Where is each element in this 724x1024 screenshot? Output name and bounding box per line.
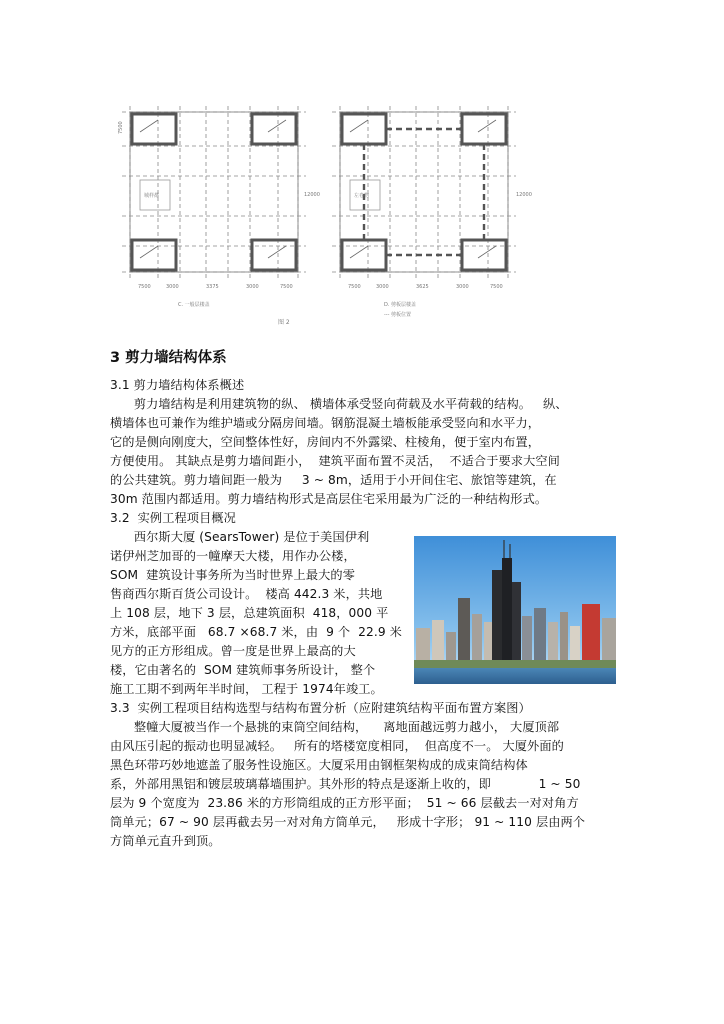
text-line: 楼，它由著名的 SOM 建筑师事务所设计， 整个 — [110, 663, 376, 677]
right-dim-0: 7500 — [348, 284, 361, 290]
left-dim-0: 7500 — [138, 284, 151, 290]
sears-tower-photo — [414, 536, 616, 684]
text-line: 上 108 层，地下 3 层，总建筑面积 418，000 平 — [110, 606, 389, 620]
text-line: 它的是侧向刚度大，空间整体性好，房间内不外露梁、柱棱角，便于室内布置， — [110, 435, 541, 449]
right-dim-1: 3000 — [376, 284, 389, 290]
text-line: 西尔斯大厦 (SearsTower) 是位于美国伊利 — [110, 530, 370, 544]
floor-plan-drawing — [118, 96, 538, 334]
text-line: 剪力墙结构是利用建筑物的纵、 横墙体承受竖向荷载及水平荷载的结构。 纵、 — [110, 397, 568, 411]
text-line: 方筒单元直升到顶。 — [110, 834, 221, 848]
text-line: 横墙体也可兼作为维护墙或分隔房间墙。钢筋混凝土墙板能承受竖向和水平力， — [110, 416, 541, 430]
right-side-dim-1: 12000 — [516, 192, 532, 198]
text-line: 售商西尔斯百货公司设计。 楼高 442.3 米，共地 — [110, 587, 383, 601]
right-caption: D. 剪板层楼盖 — [384, 302, 417, 308]
left-center-label: 城样都 — [144, 193, 160, 199]
figure-label: 图 2 — [278, 319, 290, 326]
text-line: 层为 9 个宽度为 23.86 米的方形筒组成的正方形平面； 51 ~ 66 层截去一对对角方 — [110, 796, 579, 810]
left-side-dim-0: 7500 — [118, 121, 124, 134]
text-line: 30m 范围内都适用。剪力墙结构形式是高层住宅采用最为广泛的一种结构形式。 — [110, 492, 548, 506]
left-dim-1: 3000 — [166, 284, 179, 290]
right-dim-3: 3000 — [456, 284, 469, 290]
left-caption: C. 一般层楼盖 — [178, 302, 210, 308]
text-line: 的公共建筑。剪力墙间距一般为 3 ~ 8m，适用于小开间住宅、旅馆等建筑，在 — [110, 473, 557, 487]
text-line: 筒单元；67 ~ 90 层再截去另一对对角方筒单元， 形成十字形； 91 ~ 110 层由两个 — [110, 815, 586, 829]
right-center-label: 左卷物 — [354, 193, 370, 199]
text-line: 诺伊州芝加哥的一幢摩天大楼，用作办公楼， — [110, 549, 356, 563]
text-line: 方便使用。 其缺点是剪力墙间距小， 建筑平面布置不灵活， 不适合于要求大空间 — [110, 454, 560, 468]
floor-plan-figure — [118, 96, 538, 334]
section-title: 3 剪力墙结构体系 — [110, 350, 227, 366]
left-dim-3: 3000 — [246, 284, 259, 290]
right-dim-2: 3625 — [416, 284, 429, 290]
text-line: 黑色环带巧妙地遮盖了服务性设施区。大厦采用由钢框架构成的成束筒结构体 — [110, 758, 528, 772]
text-line: 方米，底部平面 68.7 ×68.7 米，由 9 个 22.9 米 — [110, 625, 402, 639]
left-side-dim-1: 12000 — [304, 192, 320, 198]
right-legend: --- 剪板位置 — [384, 312, 412, 318]
left-plan — [122, 106, 306, 278]
left-dim-2: 3375 — [206, 284, 219, 290]
text-line: 系，外部用黑铝和镀层玻璃幕墙围护。其外形的特点是逐渐上收的，即 1 ~ 50 — [110, 777, 581, 791]
left-dim-4: 7500 — [280, 284, 293, 290]
text-line: 3.2 实例工程项目概况 — [110, 511, 236, 525]
text-line: 3.1 剪力墙结构体系概述 — [110, 378, 245, 392]
text-line: 由风压引起的振动也明显减轻。 所有的塔楼宽度相同， 但高度不一。 大厦外面的 — [110, 739, 564, 753]
text-line: 施工工期不到两年半时间， 工程于 1974年竣工。 — [110, 682, 383, 696]
skyline-image — [414, 536, 616, 684]
text-line: 见方的正方形组成。曾一度是世界上最高的大 — [110, 644, 356, 658]
right-plan — [332, 106, 516, 278]
text-line: 整幢大厦被当作一个悬挑的束筒空间结构， 离地面越远剪力越小， 大厦顶部 — [110, 720, 560, 734]
right-dim-4: 7500 — [490, 284, 503, 290]
text-line: SOM 建筑设计事务所为当时世界上最大的零 — [110, 568, 355, 582]
text-line: 3.3 实例工程项目结构选型与结构布置分析（应附建筑结构平面布置方案图） — [110, 701, 531, 715]
